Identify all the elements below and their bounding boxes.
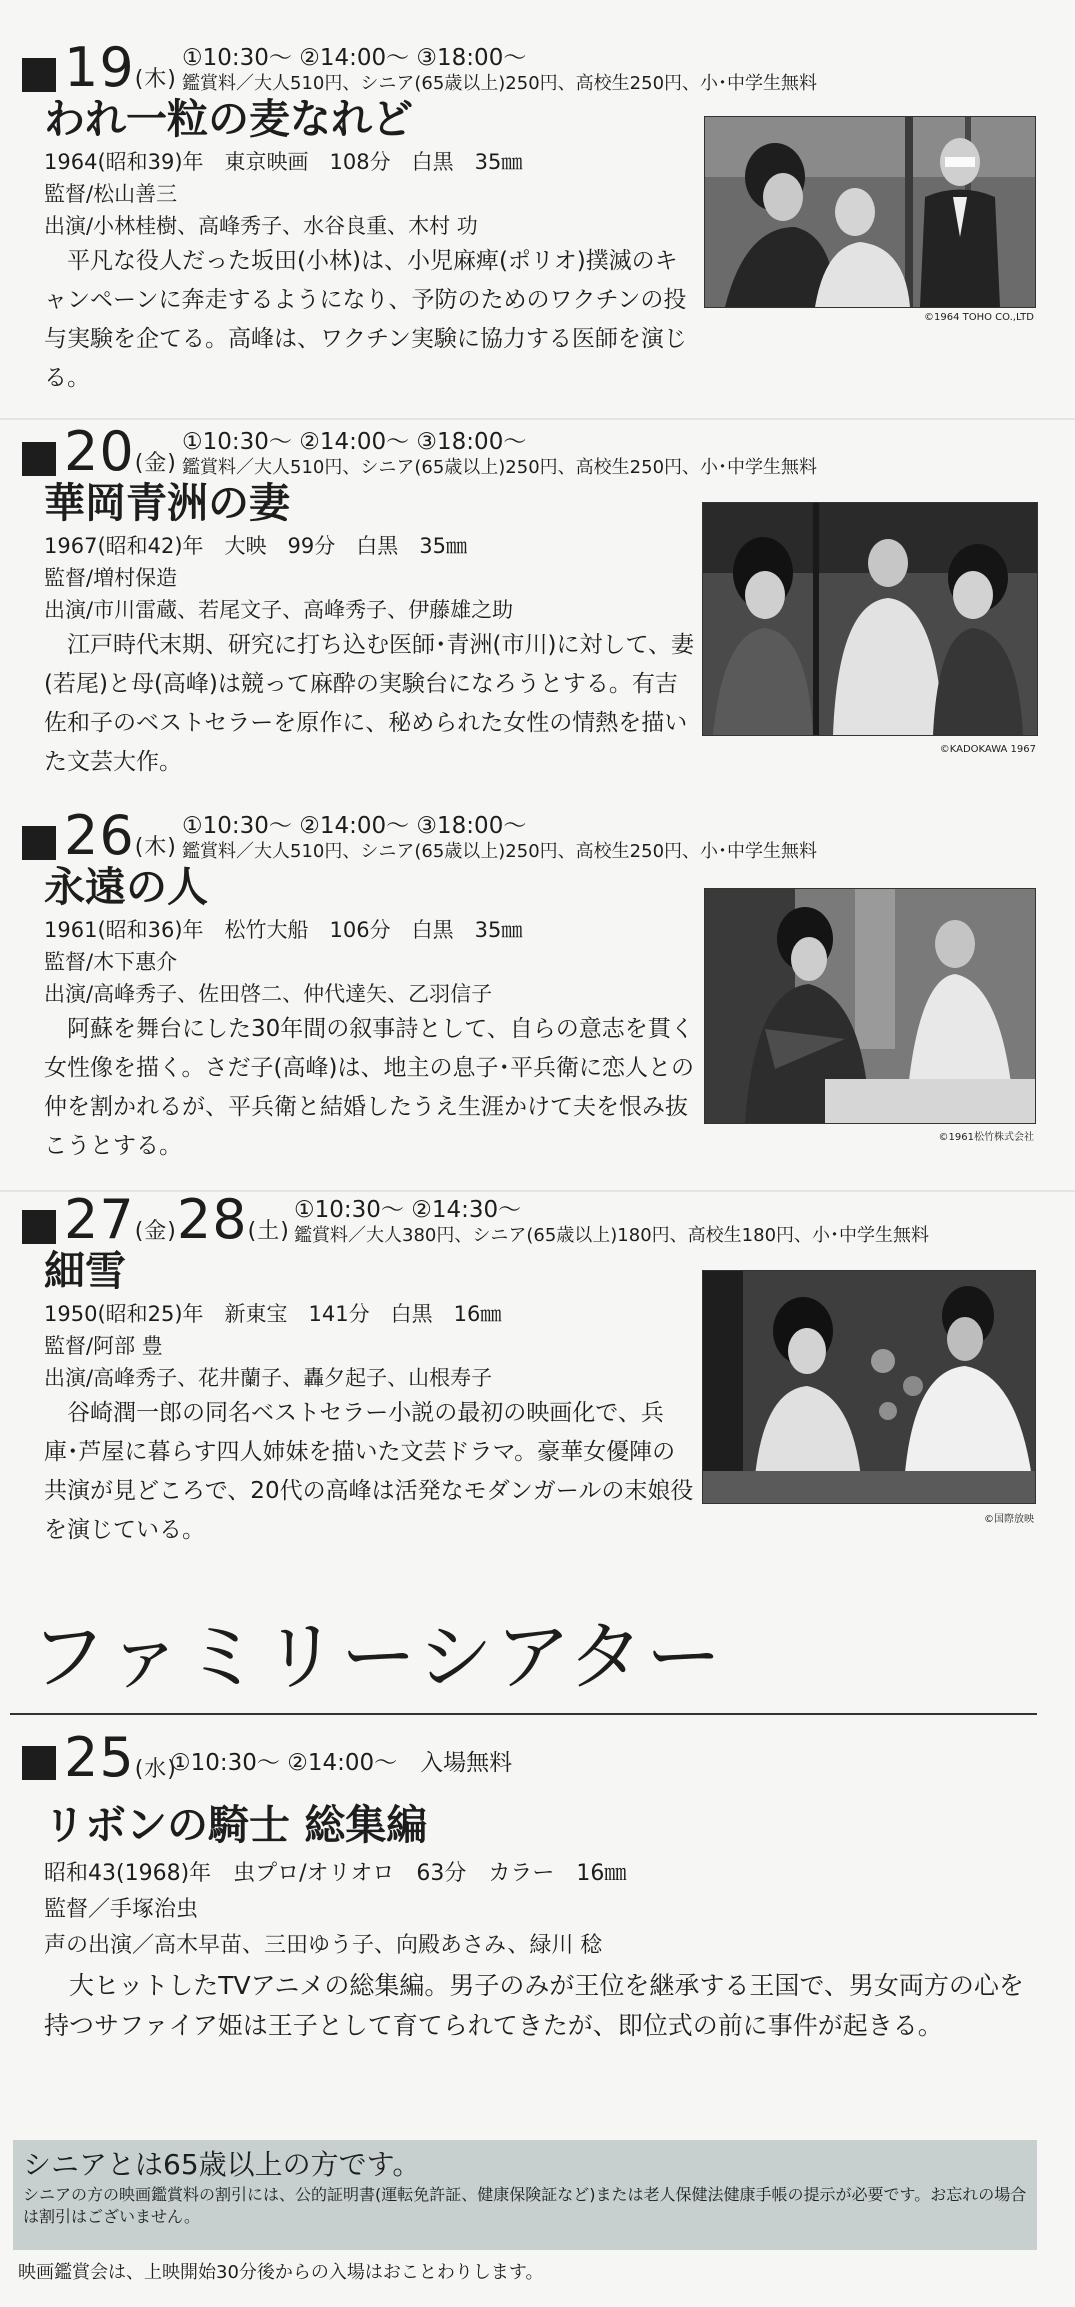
film-entry-20	[22, 420, 1057, 786]
screening-date: 25(水)	[64, 1726, 177, 1789]
senior-note-text: シニアの方の映画鑑賞料の割引には、公的証明書(運転免許証、健康保険証など)または老人保健法健康手帳の提示が必要です。お忘れの場合は割引はございません。	[23, 2185, 1027, 2226]
section-divider	[10, 1713, 1037, 1715]
admission-prices: 鑑賞料／大人380円、シニア(65歳以上)180円、高校生180円、小･中学生無料	[294, 1225, 930, 1246]
family-film-title: リボンの騎士 総集編	[44, 1801, 428, 1849]
square-bullet-icon	[22, 58, 56, 92]
family-film-info: 昭和43(1968)年 虫プロ/オリオロ 63分 カラー 16㎜	[44, 1861, 627, 1886]
film-title: 華岡青洲の妻	[44, 479, 290, 527]
film-cast: 出演/高峰秀子、佐田啓二、仲代達矢、乙羽信子	[44, 982, 493, 1006]
section-title: ファミリーシアター	[30, 1612, 724, 1701]
film-title: 細雪	[44, 1247, 126, 1295]
film-description: 谷崎潤一郎の同名ベストセラー小説の最初の映画化で、兵庫･芦屋に暮らす四人姉妹を描いた文芸ドラマ。豪華女優陣の共演が見どころで、20代の高峰は活発なモダンガールの末娘役を演じている。	[44, 1400, 694, 1543]
screening-date: 20(金)	[64, 420, 177, 483]
family-film-cast: 声の出演／高木早苗、三田ゆう子、向殿あさみ、緑川 稔	[44, 1933, 603, 1958]
film-cast: 出演/市川雷蔵、若尾文子、高峰秀子、伊藤雄之助	[44, 598, 514, 622]
film-entry-26	[22, 804, 1057, 1170]
senior-note-box	[13, 2140, 1037, 2250]
photo-credit: ©1961松竹株式会社	[938, 1132, 1034, 1143]
film-still-photo	[704, 116, 1036, 308]
film-info: 1961(昭和36)年 松竹大船 106分 白黒 35㎜	[44, 918, 523, 942]
show-times: ①10:30～ ②14:00～ 入場無料	[170, 1750, 513, 1776]
film-entry-27-28	[22, 1188, 1057, 1554]
film-director: 監督/松山善三	[44, 182, 178, 206]
film-still-photo	[704, 888, 1036, 1124]
film-description: 江戸時代末期、研究に打ち込む医師･青洲(市川)に対して、妻(若尾)と母(高峰)は競って麻酔の実験台になろうとする。有吉佐和子のベストセラーを原作に、秘められた女性の情熱を描いた文芸大作。	[44, 632, 694, 775]
photo-credit: ©KADOKAWA 1967	[939, 744, 1036, 755]
photo-credit: ©1964 TOHO CO.,LTD	[924, 312, 1034, 323]
film-cast: 出演/小林桂樹、高峰秀子、水谷良重、木村 功	[44, 214, 478, 238]
film-info: 1964(昭和39)年 東京映画 108分 白黒 35㎜	[44, 150, 523, 174]
film-description: 平凡な役人だった坂田(小林)は、小児麻痺(ポリオ)撲滅のキャンペーンに奔走するようになり、予防のためのワクチンの投与実験を企てる。高峰は、ワクチン実験に協力する医師を演じる。	[44, 248, 687, 391]
show-times: ①10:30～ ②14:30～	[294, 1197, 522, 1223]
screening-date: 26(木)	[64, 804, 177, 867]
square-bullet-icon	[22, 1210, 56, 1244]
film-director: 監督/木下惠介	[44, 950, 178, 974]
show-times: ①10:30～ ②14:00～ ③18:00～	[182, 45, 527, 71]
show-times: ①10:30～ ②14:00～ ③18:00～	[182, 429, 527, 455]
film-cast: 出演/高峰秀子、花井蘭子、轟夕起子、山根寿子	[44, 1366, 493, 1390]
square-bullet-icon	[22, 1746, 56, 1780]
screening-date: 19(木)	[64, 36, 177, 99]
film-description: 阿蘇を舞台にした30年間の叙事詩として、自らの意志を貫く女性像を描く。さだ子(高峰)は、地主の息子･平兵衛に恋人との仲を割かれるが、平兵衛と結婚したうえ生涯かけて夫を恨み抜こうとする。	[44, 1016, 694, 1159]
film-title: 永遠の人	[44, 863, 208, 911]
family-film-description: 大ヒットしたTVアニメの総集編。男子のみが王位を継承する王国で、男女両方の心を持つサファイア姫は王子として育てられてきたが、即位式の前に事件が起きる。	[44, 1971, 1024, 2040]
show-times: ①10:30～ ②14:00～ ③18:00～	[182, 813, 527, 839]
admission-prices: 鑑賞料／大人510円、シニア(65歳以上)250円、高校生250円、小･中学生無料	[182, 73, 818, 94]
film-info: 1967(昭和42)年 大映 99分 白黒 35㎜	[44, 534, 467, 558]
square-bullet-icon	[22, 826, 56, 860]
senior-note-heading: シニアとは65歳以上の方です。	[23, 2148, 421, 2181]
film-info: 1950(昭和25)年 新東宝 141分 白黒 16㎜	[44, 1302, 502, 1326]
film-entry-19	[22, 36, 1057, 402]
screening-date: 27(金)28(土)	[64, 1188, 290, 1251]
admission-prices: 鑑賞料／大人510円、シニア(65歳以上)250円、高校生250円、小･中学生無料	[182, 841, 818, 862]
film-header	[22, 1188, 1057, 1264]
square-bullet-icon	[22, 442, 56, 476]
film-director: 監督/増村保造	[44, 566, 178, 590]
photo-credit: ©国際放映	[984, 1514, 1034, 1525]
film-still-photo	[702, 1270, 1036, 1504]
film-title: われ一粒の麦なれど	[44, 95, 413, 143]
admission-prices: 鑑賞料／大人510円、シニア(65歳以上)250円、高校生250円、小･中学生無料	[182, 457, 818, 478]
film-director: 監督/阿部 豊	[44, 1334, 163, 1358]
family-film-director: 監督／手塚治虫	[44, 1897, 199, 1922]
film-still-photo	[702, 502, 1038, 736]
entry-notice: 映画鑑賞会は、上映開始30分後からの入場はおことわりします。	[18, 2262, 544, 2283]
family-film-header	[22, 1726, 1057, 1794]
